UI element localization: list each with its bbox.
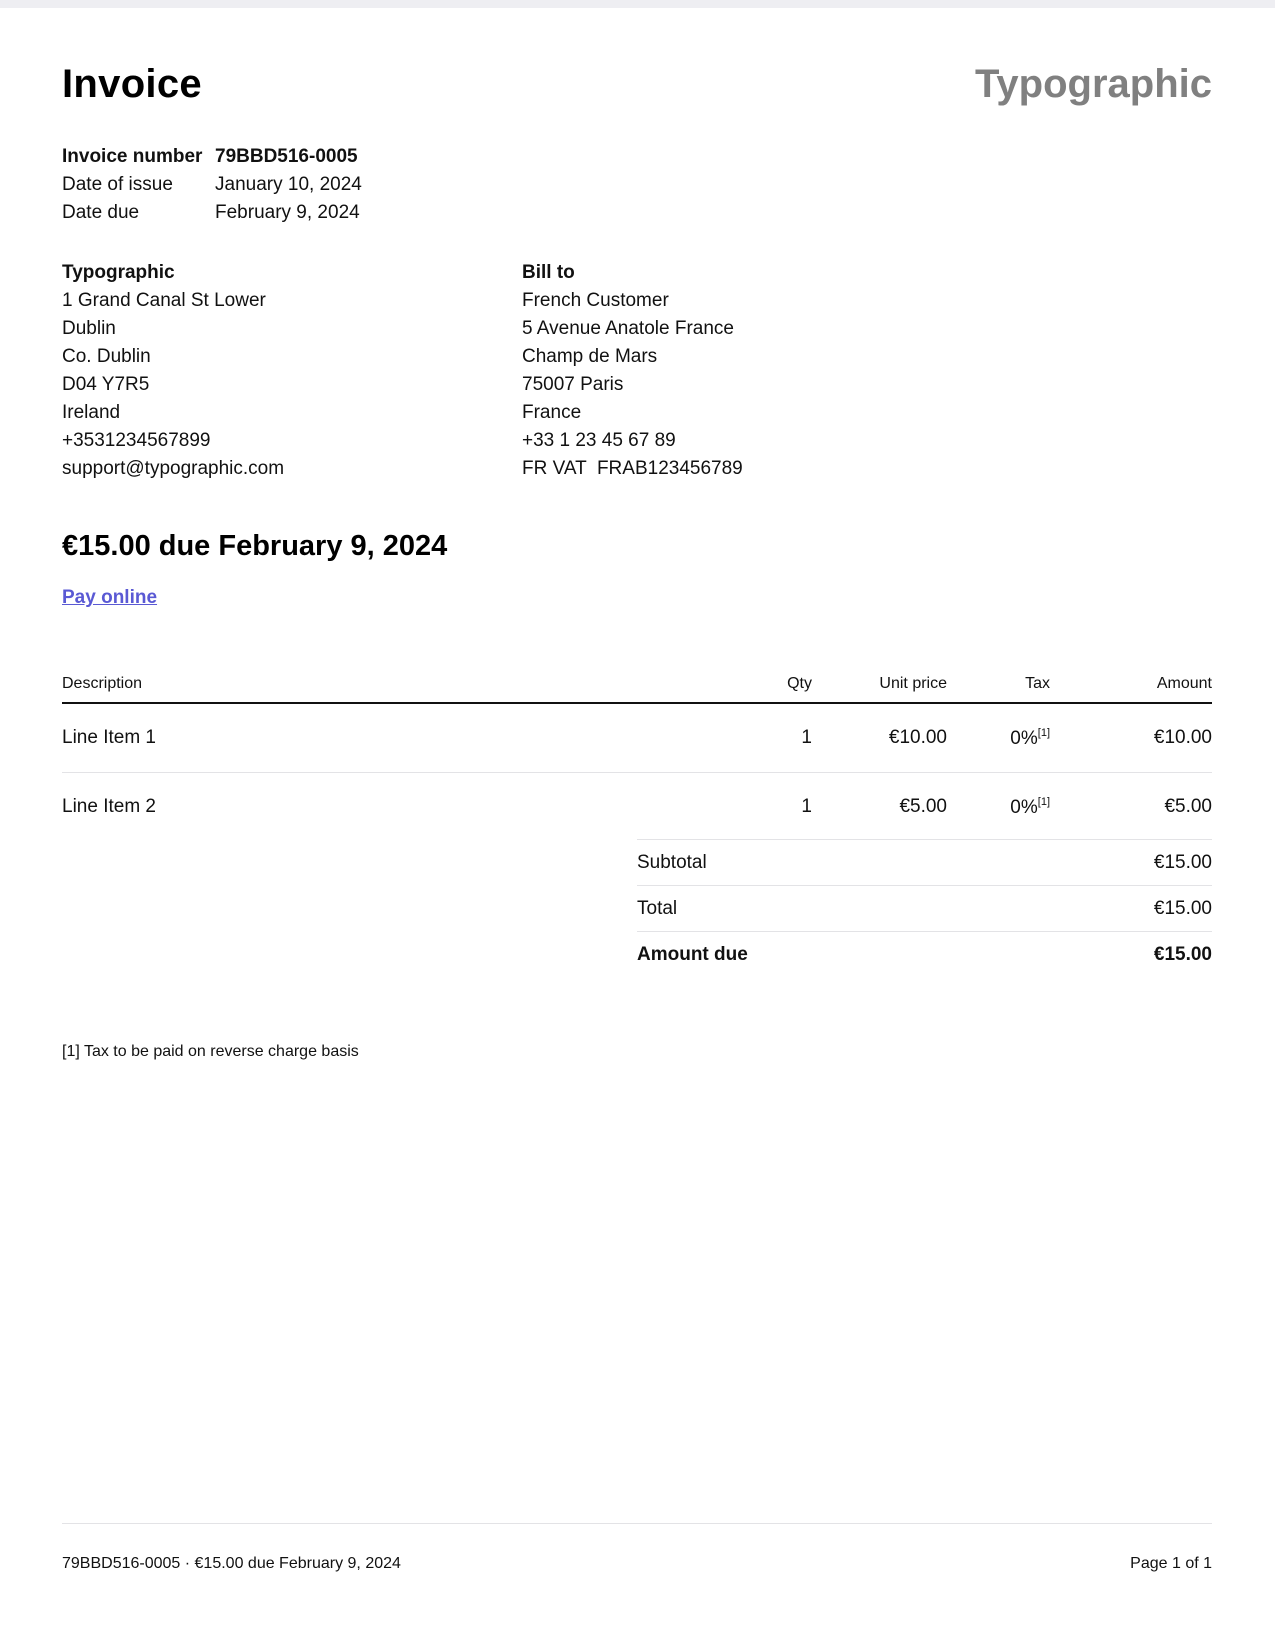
sender-phone: +3531234567899 xyxy=(62,430,211,451)
item-tax xyxy=(947,773,1050,842)
sender-name: Typographic xyxy=(62,262,175,283)
item-tax-rate: 0% xyxy=(1010,796,1038,818)
sender-address xyxy=(62,259,284,483)
sender-address-line: D04 Y7R5 xyxy=(62,374,150,395)
meta-label: Date due xyxy=(62,202,140,223)
amount-due-label: Amount due xyxy=(637,932,1014,978)
invoice-page xyxy=(62,0,1212,1650)
bill-to-vat: FR VAT FRAB123456789 xyxy=(522,458,743,479)
item-qty: 1 xyxy=(801,727,812,748)
meta-row-date-due xyxy=(62,199,362,227)
column-header-unit-price: Unit price xyxy=(812,666,947,703)
meta-row-invoice-number xyxy=(62,143,362,171)
page-number: Page 1 of 1 xyxy=(1130,1555,1212,1572)
meta-label: Invoice number xyxy=(62,146,203,167)
line-items-table xyxy=(62,666,1212,841)
tax-footnote: [1] Tax to be paid on reverse charge basis xyxy=(62,1043,359,1060)
meta-value: 79BBD516-0005 xyxy=(215,146,358,167)
bill-to-line: France xyxy=(522,402,582,423)
column-header-amount: Amount xyxy=(1050,666,1212,703)
table-header-row xyxy=(62,666,1212,703)
sender-address-line: 1 Grand Canal St Lower xyxy=(62,290,266,311)
item-unit-price: €10.00 xyxy=(888,727,947,748)
bill-to-heading: Bill to xyxy=(522,262,575,283)
sender-address-line: Dublin xyxy=(62,318,116,339)
invoice-title: Invoice xyxy=(62,62,202,106)
brand-name: Typographic xyxy=(974,62,1212,106)
subtotal-label: Subtotal xyxy=(637,840,1014,886)
bill-to-line: 75007 Paris xyxy=(522,374,624,395)
meta-label: Date of issue xyxy=(62,174,173,195)
item-tax-rate: 0% xyxy=(1010,727,1038,749)
footer-divider xyxy=(62,1523,1212,1524)
column-header-qty: Qty xyxy=(637,666,812,703)
footer-summary: 79BBD516-0005 · €15.00 due February 9, 2024 xyxy=(62,1555,401,1572)
amount-due-value: €15.00 xyxy=(1014,932,1212,978)
meta-row-date-of-issue xyxy=(62,171,362,199)
amount-due-row xyxy=(637,932,1212,978)
totals-table xyxy=(637,839,1212,977)
pay-online-link[interactable]: Pay online xyxy=(62,587,158,608)
bill-to-line: Champ de Mars xyxy=(522,346,658,367)
item-description: Line Item 2 xyxy=(62,773,637,842)
sender-address-line: Ireland xyxy=(62,402,121,423)
item-qty: 1 xyxy=(637,773,812,842)
invoice-meta xyxy=(62,143,362,227)
subtotal-row xyxy=(637,840,1212,886)
total-value: €15.00 xyxy=(1014,886,1212,932)
bill-to-line: French Customer xyxy=(522,290,669,311)
total-row xyxy=(637,886,1212,932)
tax-footnote-ref: [1] xyxy=(1037,795,1050,808)
subtotal-value: €15.00 xyxy=(1014,840,1212,886)
total-label: Total xyxy=(637,886,1014,932)
table-row xyxy=(62,703,1212,773)
sender-email: support@typographic.com xyxy=(62,458,285,479)
item-amount: €10.00 xyxy=(1153,727,1212,748)
bill-to-address xyxy=(522,259,743,483)
column-header-tax: Tax xyxy=(947,666,1050,703)
item-unit-price: €5.00 xyxy=(812,773,947,842)
item-amount: €5.00 xyxy=(1050,773,1212,842)
item-description: Line Item 1 xyxy=(62,727,156,748)
amount-due-heading: €15.00 due February 9, 2024 xyxy=(62,530,448,562)
table-row xyxy=(62,773,1212,842)
bill-to-phone: +33 1 23 45 67 89 xyxy=(522,430,676,451)
column-header-description: Description xyxy=(62,666,637,703)
item-tax xyxy=(947,703,1050,773)
meta-value: February 9, 2024 xyxy=(215,202,360,223)
meta-value: January 10, 2024 xyxy=(215,174,362,195)
sender-address-line: Co. Dublin xyxy=(62,346,151,367)
tax-footnote-ref: [1] xyxy=(1037,726,1050,739)
bill-to-line: 5 Avenue Anatole France xyxy=(522,318,734,339)
